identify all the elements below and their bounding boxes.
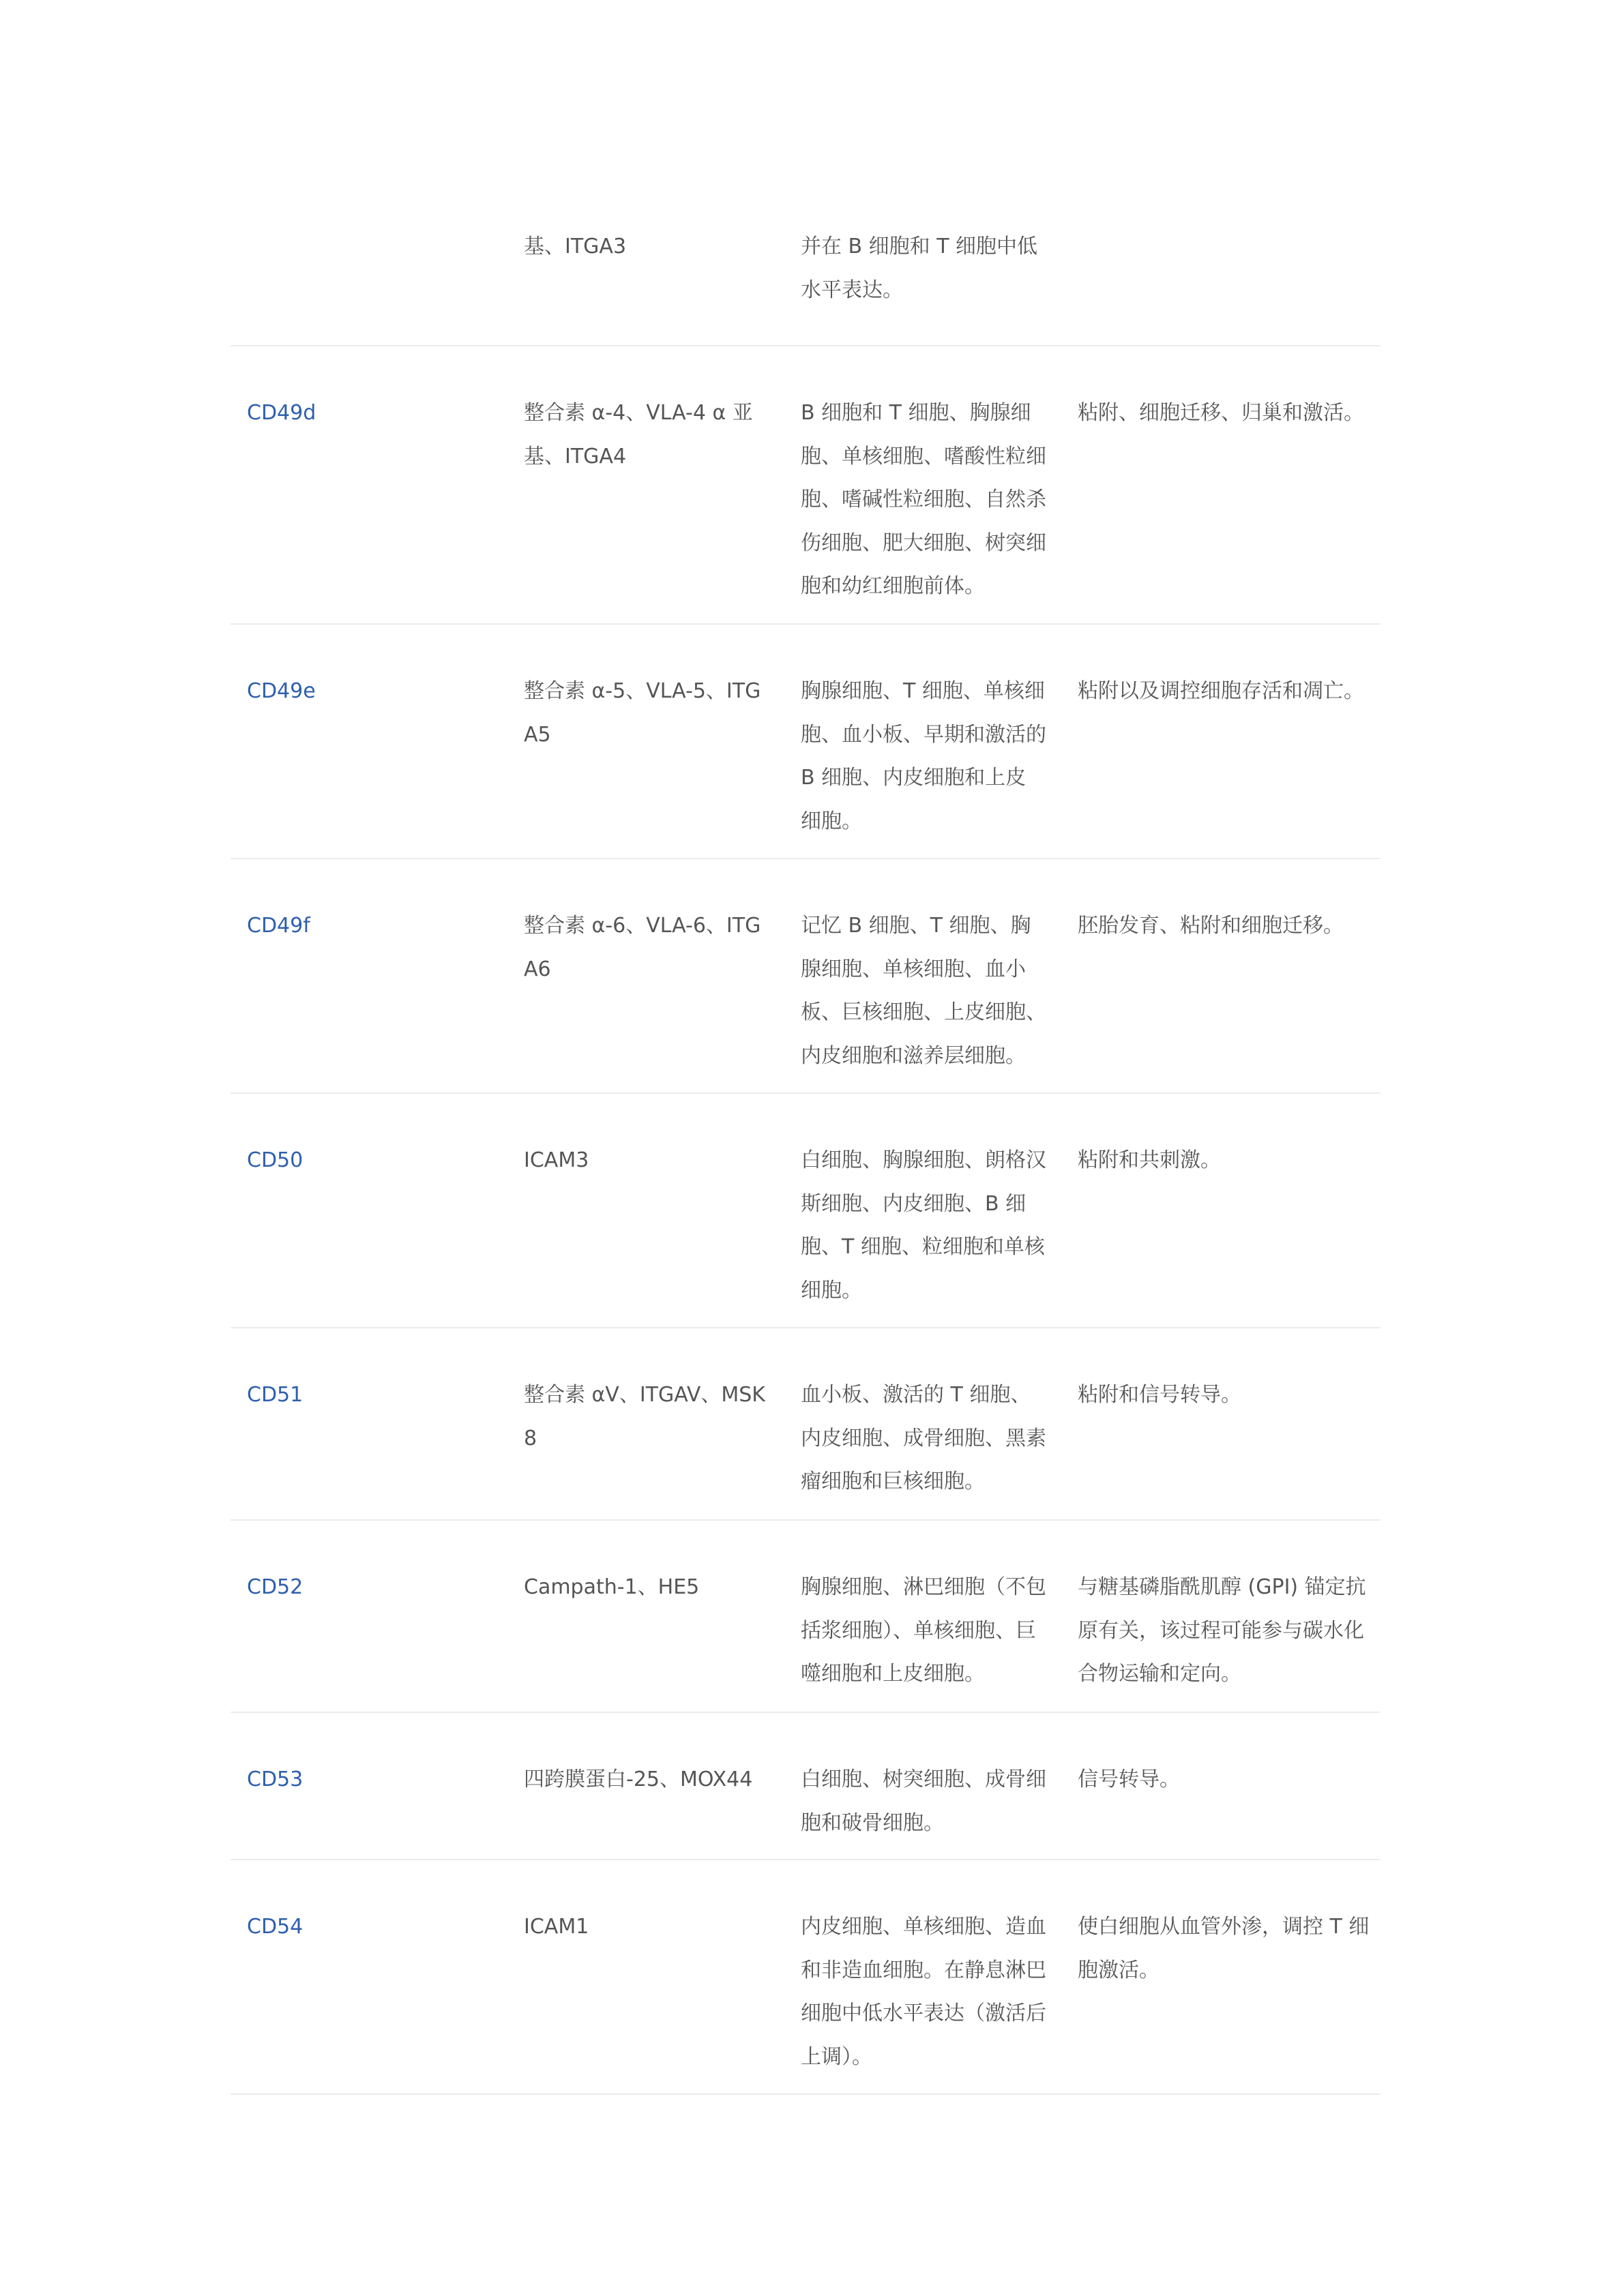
cd-expression: 记忆 B 细胞、T 细胞、胸腺细胞、单核细胞、血小板、巨核细胞、上皮细胞、内皮细胞和滋养层细胞。 <box>801 914 1046 1068</box>
cd-alias: 基、ITGA3 <box>524 235 627 258</box>
cd-expression: 白细胞、树突细胞、成骨细胞和破骨细胞。 <box>801 1768 1046 1835</box>
cd-expression: 内皮细胞、单核细胞、造血和非造血细胞。在静息淋巴细胞中低水平表达（激活后上调）。 <box>801 1915 1046 2069</box>
cd-expression: 白细胞、胸腺细胞、朗格汉斯细胞、内皮细胞、B 细胞、T 细胞、粒细胞和单核细胞。 <box>801 1148 1046 1302</box>
cd-id[interactable]: CD49d <box>247 401 316 425</box>
cd-function: 粘附和信号转导。 <box>1078 1383 1241 1407</box>
cd-id[interactable]: CD51 <box>247 1383 304 1407</box>
cd-expression: B 细胞和 T 细胞、胸腺细胞、单核细胞、嗜酸性粒细胞、嗜碱性粒细胞、自然杀伤细胞、肥大细胞、树突细胞和幼红细胞前体。 <box>801 401 1046 598</box>
cd-function: 粘附以及调控细胞存活和凋亡。 <box>1078 679 1364 703</box>
cd-marker-table <box>231 225 1381 2095</box>
cd-alias: ICAM1 <box>524 1915 589 1939</box>
cd-function: 使白细胞从血管外渗，调控 T 细胞激活。 <box>1078 1915 1370 1982</box>
cd-id[interactable]: CD50 <box>247 1148 304 1172</box>
cd-function: 与糖基磷脂酰肌醇 (GPI) 锚定抗原有关，该过程可能参与碳水化合物运输和定向。 <box>1078 1575 1366 1686</box>
table-row <box>231 1521 1381 1713</box>
cd-alias: 整合素 α-5、VLA-5、ITGA5 <box>524 679 761 747</box>
cd-alias: 整合素 αV、ITGAV、MSK8 <box>524 1383 765 1450</box>
cd-expression: 胸腺细胞、T 细胞、单核细胞、血小板、早期和激活的 B 细胞、内皮细胞和上皮细胞。 <box>801 679 1046 833</box>
cd-alias: 整合素 α-6、VLA-6、ITGA6 <box>524 914 761 981</box>
table-row <box>231 1328 1381 1521</box>
cd-alias: ICAM3 <box>524 1148 589 1172</box>
cd-id[interactable]: CD52 <box>247 1575 304 1599</box>
cd-alias: Campath-1、HE5 <box>524 1575 700 1599</box>
table-row <box>231 625 1381 859</box>
table-row <box>231 1094 1381 1328</box>
cd-expression: 并在 B 细胞和 T 细胞中低水平表达。 <box>801 235 1038 302</box>
table-row <box>231 1713 1381 1860</box>
cd-id[interactable]: CD49e <box>247 679 316 703</box>
table-row <box>231 346 1381 625</box>
cd-id[interactable]: CD53 <box>247 1768 304 1791</box>
cd-function: 粘附和共刺激。 <box>1078 1148 1221 1172</box>
cd-alias: 整合素 α-4、VLA-4 α 亚基、ITGA4 <box>524 401 753 468</box>
table-row <box>231 225 1381 346</box>
cd-function: 胚胎发育、粘附和细胞迁移。 <box>1078 914 1344 938</box>
table-row <box>231 1860 1381 2095</box>
cd-id[interactable]: CD54 <box>247 1915 304 1939</box>
table-row <box>231 859 1381 1094</box>
cd-id[interactable]: CD49f <box>247 914 310 938</box>
cd-id <box>231 225 507 345</box>
cd-alias: 四跨膜蛋白-25、MOX44 <box>524 1768 753 1791</box>
cd-expression: 胸腺细胞、淋巴细胞（不包括浆细胞）、单核细胞、巨噬细胞和上皮细胞。 <box>801 1575 1046 1686</box>
cd-function <box>1061 225 1381 345</box>
cd-function: 粘附、细胞迁移、归巢和激活。 <box>1078 401 1364 425</box>
cd-function: 信号转导。 <box>1078 1768 1180 1791</box>
cd-expression: 血小板、激活的 T 细胞、内皮细胞、成骨细胞、黑素瘤细胞和巨核细胞。 <box>801 1383 1046 1493</box>
